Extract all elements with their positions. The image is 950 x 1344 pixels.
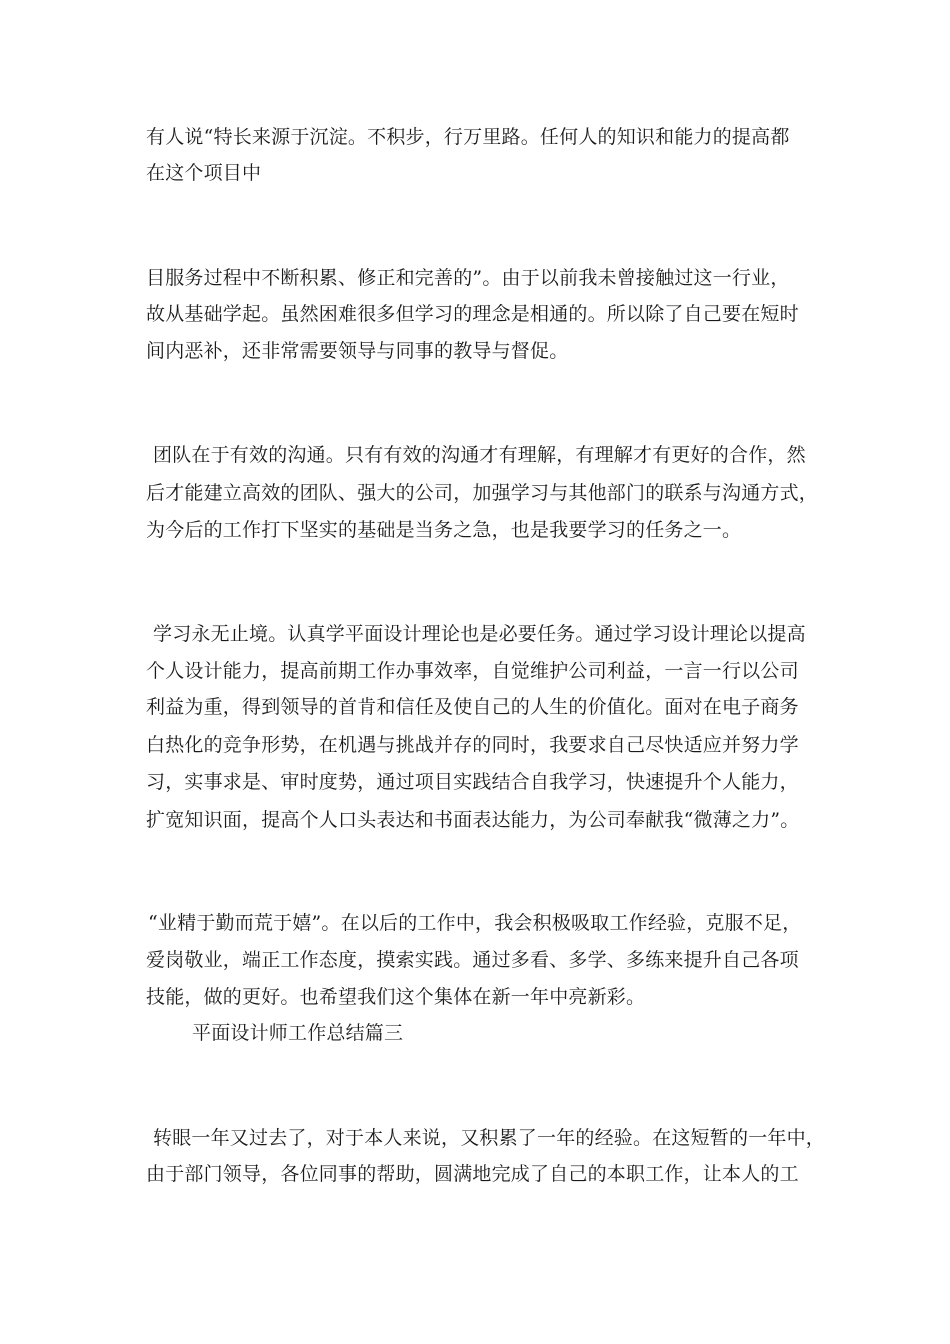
paragraph-7-line-2: 由于部门领导，各位同事的帮助，圆满地完成了自己的本职工作，让本人的工 — [146, 1163, 799, 1185]
paragraph-7-line-1: 转眼一年又过去了，对于本人来说，又积累了一年的经验。在这短暂的一年中， — [153, 1127, 826, 1149]
paragraph-1-line-1: 有人说“特长来源于沉淀。不积步，行万里路。任何人的知识和能力的提高都 — [146, 126, 790, 148]
paragraph-3-line-1: 团队在于有效的沟通。只有有效的沟通才有理解，有理解才有更好的合作，然 — [153, 444, 806, 466]
paragraph-5-line-2: 爱岗敬业，端正工作态度，摸索实践。通过多看、多学、多练来提升自己各项 — [146, 949, 799, 971]
paragraph-2-line-3: 间内恶补，还非常需要领导与同事的教导与督促。 — [146, 340, 569, 362]
paragraph-5-line-3: 技能，做的更好。也希望我们这个集体在新一年中亮新彩。 — [146, 986, 646, 1008]
paragraph-3-line-3: 为今后的工作打下坚实的基础是当务之急，也是我要学习的任务之一。 — [146, 519, 742, 541]
paragraph-4-line-2: 个人设计能力，提高前期工作办事效率，自觉维护公司利益，一言一行以公司 — [146, 660, 799, 682]
paragraph-4-line-6: 扩宽知识面，提高个人口头表达和书面表达能力，为公司奉献我“微薄之力”。 — [146, 809, 800, 831]
paragraph-2-line-1: 目服务过程中不断积累、修正和完善的”。由于以前我未曾接触过这一行业， — [146, 267, 790, 289]
paragraph-3-line-2: 后才能建立高效的团队、强大的公司，加强学习与其他部门的联系与沟通方式， — [146, 482, 819, 504]
paragraph-5-line-1: “业精于勤而荒于嬉”。在以后的工作中，我会积极吸取工作经验，克服不足， — [148, 912, 802, 934]
paragraph-4-line-4: 白热化的竞争形势，在机遇与挑战并存的同时，我要求自己尽快适应并努力学 — [146, 734, 799, 756]
section-heading: 平面设计师工作总结篇三 — [192, 1022, 404, 1044]
paragraph-2-line-2: 故从基础学起。虽然困难很多但学习的理念是相通的。所以除了自己要在短时 — [146, 303, 799, 325]
paragraph-4-line-5: 习，实事求是、审时度势，通过项目实践结合自我学习，快速提升个人能力， — [146, 771, 799, 793]
paragraph-1-line-2: 在这个项目中 — [146, 162, 262, 184]
paragraph-4-line-3: 利益为重，得到领导的首肯和信任及使自己的人生的价值化。面对在电子商务 — [146, 696, 799, 718]
paragraph-4-line-1: 学习永无止境。认真学平面设计理论也是必要任务。通过学习设计理论以提高 — [153, 623, 806, 645]
